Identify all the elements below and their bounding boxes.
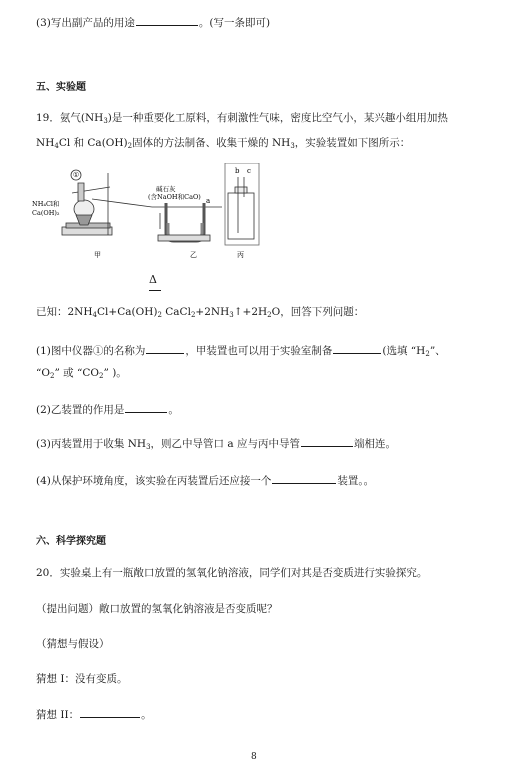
diagram-reagent-label-2: Ca(OH)₂ [32, 209, 60, 217]
q19-part2: (2)乙装置的作用是 。 [36, 404, 179, 416]
q19-line2: $NH_4Cl$ 和 $Ca(OH)_2$固体的方法制备、收集干燥的 $NH_3$，实验装置如下图所示： [36, 137, 411, 150]
q20-hypothesis: （猜想与假设） [36, 638, 110, 650]
q20-guess-1: 猜想 I：没有变质。 [36, 673, 128, 685]
q20-line1: 20．实验桌上有一瓶敞口放置的氢氧化钠溶液，同学们对其是否变质进行实验探究。 [36, 567, 428, 579]
diagram-port-b: b [235, 167, 240, 175]
diagram-label-bing: 丙 [237, 251, 244, 259]
q18-part3-text: (3)写出副产品的用途 [36, 17, 135, 29]
section-5-title: 五、实验题 [36, 82, 86, 93]
section-6-title: 六、科学探究题 [36, 536, 106, 547]
q20-guess-2: 猜想 II： 。 [36, 709, 152, 721]
answer-blank [125, 402, 167, 413]
apparatus-diagram [32, 163, 272, 263]
diagram-label-jia: 甲 [94, 251, 101, 259]
diagram-reagent-label-1: NH₄Cl和 [32, 200, 60, 208]
page-number: 8 [251, 752, 257, 762]
reaction-condition-line [149, 290, 161, 291]
q19-equation: 已知：$2NH_4Cl+Ca(OH)_2$ $CaCl_2+2NH_3↑+2H_2O$，回答下列问题： [36, 306, 365, 319]
apparatus-yi [158, 203, 210, 241]
q19-line1: 19．氨气$(NH_3)$是一种重要化工原料，有刺激性气味，密度比空气小，某兴趣小组用加热 [36, 112, 448, 125]
answer-blank [301, 436, 353, 447]
answer-blank [80, 707, 140, 718]
answer-blank [272, 473, 336, 484]
q18-part3-suffix: 。(写一条即可) [198, 17, 271, 29]
q20-question: （提出问题）敞口放置的氢氧化钠溶液是否变质呢？ [36, 603, 278, 615]
q19-part1-cont: “$O_2$” 或 “$CO_2$” )。 [36, 367, 127, 380]
answer-blank [146, 343, 184, 354]
q19-part3: (3)丙装置用于收集 $NH_3$，则乙中导管口 a 应与丙中导管 端相连。 [36, 438, 396, 451]
q19-part1: (1)图中仪器①的名称为 ，甲装置也可以用于实验室制备 (选填 “$H_2$”、 [36, 345, 446, 358]
reaction-condition-delta: Δ [149, 273, 157, 286]
diagram-soda-lime-2: (含NaOH和CaO) [148, 193, 201, 201]
apparatus-jia [62, 170, 222, 235]
answer-blank [333, 343, 381, 354]
answer-blank [136, 15, 198, 26]
diagram-port-c: c [247, 167, 251, 175]
diagram-label-yi: 乙 [190, 251, 197, 259]
apparatus-bing [225, 163, 259, 245]
q18-part3 [36, 15, 270, 30]
diagram-soda-lime-1: 碱石灰 [156, 185, 176, 193]
q19-part4: (4)从保护环境角度，该实验在丙装置后还应接一个 装置。。 [36, 475, 375, 487]
diagram-circled-1: ① [72, 171, 80, 179]
diagram-port-a: a [206, 197, 211, 205]
